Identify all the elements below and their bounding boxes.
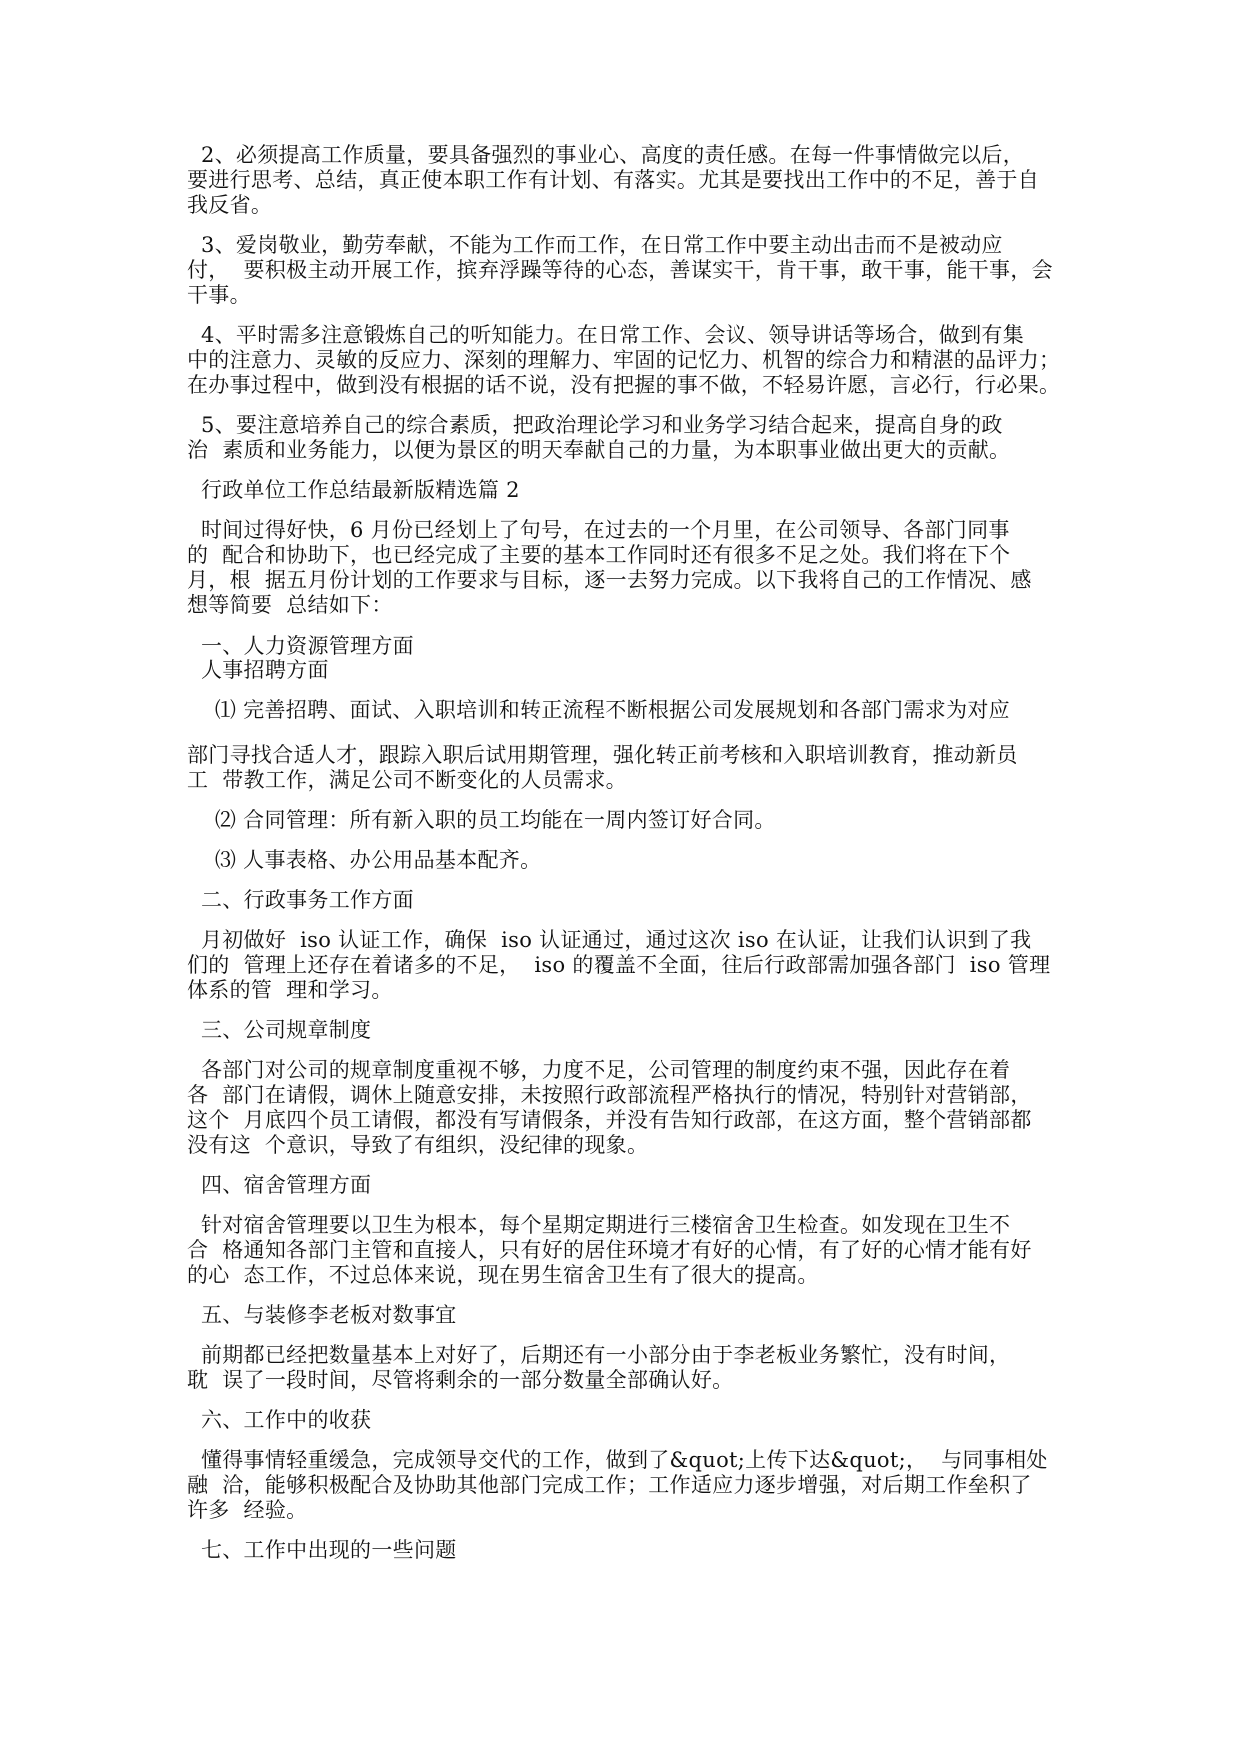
list-item: ⑶ 人事表格、办公用品基本配齐。 (187, 848, 542, 872)
text-line: 体系的管 理和学习。 (187, 978, 393, 1002)
text-line: 中的注意力、灵敏的反应力、深刻的理解力、牢固的记忆力、机智的综合力和精湛的品评力； (187, 348, 1061, 372)
section-heading: 五、与装修李老板对数事宜 (187, 1303, 457, 1327)
text-line: 的 配合和协助下，也已经完成了主要的基本工作同时还有很多不足之处。我们将在下个 (187, 543, 1011, 567)
text-line: 没有这 个意识，导致了有组织，没纪律的现象。 (187, 1133, 649, 1157)
text-line: 5、要注意培养自己的综合素质，把政治理论学习和业务学习结合起来，提高自身的政 (187, 413, 1003, 437)
section-heading: 四、宿舍管理方面 (187, 1173, 372, 1197)
text-line: 许多 经验。 (187, 1498, 308, 1522)
text-line: 想等简要 总结如下： (187, 593, 393, 617)
text-line: 们的 管理上还存在着诸多的不足， iso 的覆盖不全面，往后行政部需加强各部门 iso 管理 (187, 953, 1051, 977)
text-line: 月初做好 iso 认证工作，确保 iso 认证通过，通过这次 iso 在认证，让我们认识到了我 (187, 928, 1032, 952)
text-line: 付， 要积极主动开展工作，摈弃浮躁等待的心态，善谋实干，肯干事，敢干事，能干事，会 (187, 258, 1053, 282)
text-line: 部门寻找合适人才，跟踪入职后试用期管理，强化转正前考核和入职培训教育，推动新员 (187, 743, 1018, 767)
text-line: 我反省。 (187, 193, 273, 217)
text-line: 前期都已经把数量基本上对好了，后期还有一小部分由于李老板业务繁忙，没有时间， (187, 1343, 1011, 1367)
text-line: 3、爱岗敬业，勤劳奉献，不能为工作而工作，在日常工作中要主动出击而不是被动应 (187, 233, 1003, 257)
section-heading: 六、工作中的收获 (187, 1408, 372, 1432)
text-line: 治 素质和业务能力，以便为景区的明天奉献自己的力量，为本职事业做出更大的贡献。 (187, 438, 1011, 462)
section-heading: 七、工作中出现的一些问题 (187, 1538, 457, 1562)
list-item: ⑵ 合同管理：所有新入职的员工均能在一周内签订好合同。 (187, 808, 776, 832)
section-heading: 行政单位工作总结最新版精选篇 2 (187, 478, 520, 502)
text-line: 月，根 据五月份计划的工作要求与目标，逐一去努力完成。以下我将自己的工作情况、感 (187, 568, 1032, 592)
section-heading: 一、人力资源管理方面 (187, 634, 414, 658)
text-line: 干事。 (187, 283, 251, 307)
text-line: 的心 态工作，不过总体来说，现在男生宿舍卫生有了很大的提高。 (187, 1263, 819, 1287)
text-line: 懂得事情轻重缓急，完成领导交代的工作，做到了&quot;上传下达&quot;， 与同事相处 (187, 1448, 1048, 1472)
list-item: ⑴ 完善招聘、面试、入职培训和转正流程不断根据公司发展规划和各部门需求为对应 (187, 698, 1010, 722)
text-line: 2、必须提高工作质量，要具备强烈的事业心、高度的责任感。在每一件事情做完以后， (187, 143, 1025, 167)
text-line: 工 带教工作，满足公司不断变化的人员需求。 (187, 768, 627, 792)
text-line: 4、平时需多注意锻炼自己的听知能力。在日常工作、会议、领导讲话等场合，做到有集 (187, 323, 1025, 347)
text-line: 各 部门在请假，调休上随意安排，未按照行政部流程严格执行的情况，特别针对营销部， (187, 1083, 1032, 1107)
text-line: 在办事过程中，做到没有根据的话不说，没有把握的事不做，不轻易许愿，言必行，行必果。 (187, 373, 1061, 397)
section-heading: 二、行政事务工作方面 (187, 888, 414, 912)
text-line: 这个 月底四个员工请假，都没有写请假条，并没有告知行政部，在这方面，整个营销部都 (187, 1108, 1032, 1132)
text-line: 融 洽，能够积极配合及协助其他部门完成工作；工作适应力逐步增强，对后期工作垒积了 (187, 1473, 1032, 1497)
text-line: 耽 误了一段时间，尽管将剩余的一部分数量全部确认好。 (187, 1368, 734, 1392)
sub-heading: 人事招聘方面 (187, 658, 329, 682)
section-heading: 三、公司规章制度 (187, 1018, 372, 1042)
text-line: 要进行思考、总结，真正使本职工作有计划、有落实。尤其是要找出工作中的不足，善于自 (187, 168, 1039, 192)
text-line: 针对宿舍管理要以卫生为根本，每个星期定期进行三楼宿舍卫生检查。如发现在卫生不 (187, 1213, 1011, 1237)
text-line: 时间过得好快，6 月份已经划上了句号，在过去的一个月里，在公司领导、各部门同事 (187, 518, 1010, 542)
text-line: 各部门对公司的规章制度重视不够，力度不足，公司管理的制度约束不强，因此存在着 (187, 1058, 1011, 1082)
text-line: 合 格通知各部门主管和直接人，只有好的居住环境才有好的心情，有了好的心情才能有好 (187, 1238, 1032, 1262)
